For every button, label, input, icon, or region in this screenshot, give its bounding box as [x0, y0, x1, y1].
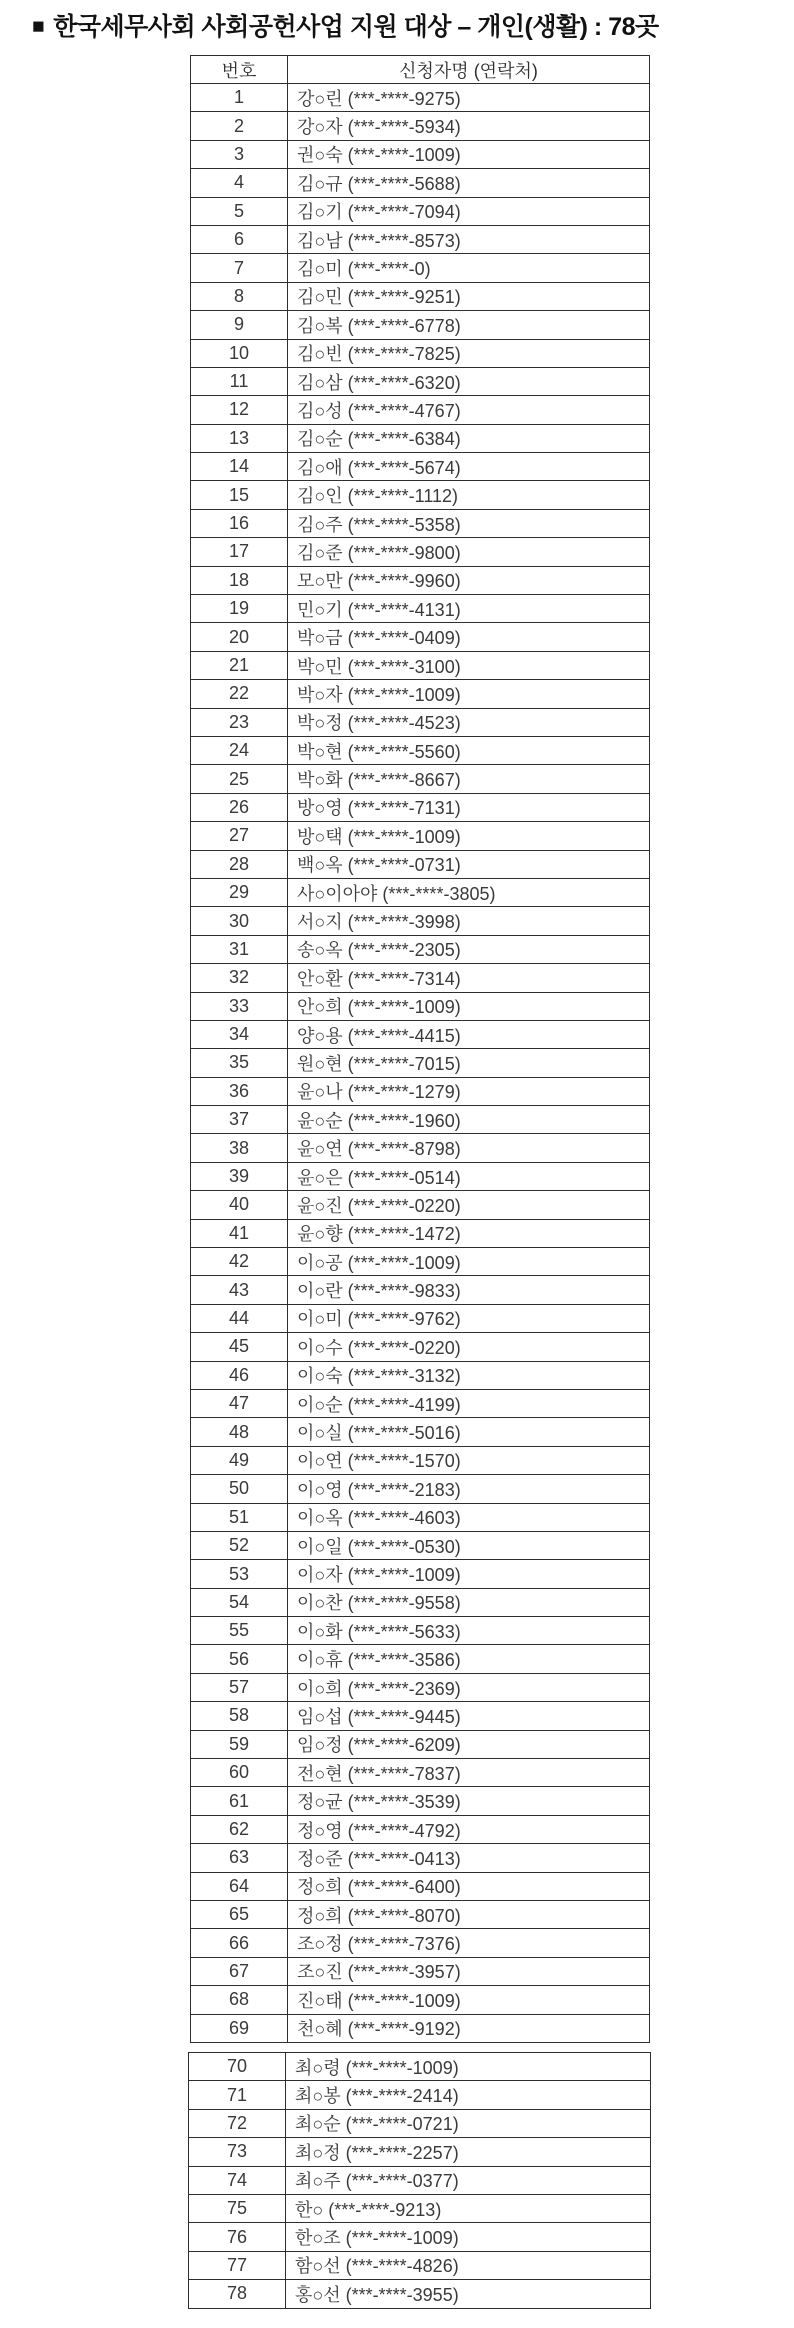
- table-header-row: [191, 56, 650, 84]
- row-number-cell: 48: [191, 1418, 288, 1446]
- table-row: [189, 2194, 651, 2222]
- row-number-cell: 42: [191, 1248, 288, 1276]
- table-row: [191, 481, 650, 509]
- table-row: [191, 1503, 650, 1531]
- table-row: [191, 1560, 650, 1588]
- table-row: [191, 935, 650, 963]
- row-number-cell: 23: [191, 708, 288, 736]
- table-row: [191, 765, 650, 793]
- table-row: [191, 1134, 650, 1162]
- applicant-name-contact-cell: 김○기 (***-****-7094): [288, 197, 650, 225]
- table-row: [191, 197, 650, 225]
- page-title-text: 한국세무사회 사회공헌사업 지원 대상 – 개인(생활) : 78곳: [53, 13, 659, 41]
- table-row: [191, 1872, 650, 1900]
- applicant-name-contact-cell: 이○일 (***-****-0530): [288, 1531, 650, 1559]
- applicant-name-contact-cell: 권○숙 (***-****-1009): [288, 140, 650, 168]
- row-number-cell: 14: [191, 453, 288, 481]
- applicant-name-contact-cell: 박○금 (***-****-0409): [288, 623, 650, 651]
- row-number-cell: 71: [189, 2081, 286, 2109]
- applicant-name-contact-cell: 김○순 (***-****-6384): [288, 424, 650, 452]
- table-row: [191, 140, 650, 168]
- row-number-cell: 25: [191, 765, 288, 793]
- table-row: [191, 254, 650, 282]
- applicant-name-contact-cell: 김○인 (***-****-1112): [288, 481, 650, 509]
- row-number-cell: 20: [191, 623, 288, 651]
- table-row: [191, 538, 650, 566]
- row-number-cell: 44: [191, 1304, 288, 1332]
- applicant-name-contact-cell: 조○진 (***-****-3957): [288, 1957, 650, 1985]
- table-row: [191, 566, 650, 594]
- applicant-name-contact-cell: 천○혜 (***-****-9192): [288, 2014, 650, 2042]
- applicant-name-contact-cell: 이○영 (***-****-2183): [288, 1475, 650, 1503]
- applicant-name-contact-cell: 한○조 (***-****-1009): [286, 2223, 651, 2251]
- applicant-name-contact-cell: 방○택 (***-****-1009): [288, 822, 650, 850]
- table-row: [191, 339, 650, 367]
- applicant-name-contact-cell: 강○자 (***-****-5934): [288, 112, 650, 140]
- table-row: [191, 1020, 650, 1048]
- applicant-name-contact-cell: 백○옥 (***-****-0731): [288, 850, 650, 878]
- table-row: [189, 2053, 651, 2081]
- row-number-cell: 16: [191, 509, 288, 537]
- row-number-cell: 34: [191, 1020, 288, 1048]
- row-number-cell: 22: [191, 680, 288, 708]
- applicant-name-contact-cell: 정○희 (***-****-8070): [288, 1901, 650, 1929]
- row-number-cell: 77: [189, 2251, 286, 2279]
- table-row: [191, 1219, 650, 1247]
- table-row: [191, 1162, 650, 1190]
- table-row: [191, 850, 650, 878]
- row-number-cell: 4: [191, 169, 288, 197]
- table-row: [191, 169, 650, 197]
- applicant-name-contact-cell: 김○민 (***-****-9251): [288, 282, 650, 310]
- applicant-name-contact-cell: 서○지 (***-****-3998): [288, 907, 650, 935]
- table-row: [191, 1191, 650, 1219]
- table-row: [191, 1702, 650, 1730]
- row-number-cell: 17: [191, 538, 288, 566]
- table-row: [191, 1957, 650, 1985]
- row-number-cell: 52: [191, 1531, 288, 1559]
- row-number-cell: 61: [191, 1787, 288, 1815]
- table-row: [191, 225, 650, 253]
- row-number-cell: 37: [191, 1106, 288, 1134]
- row-number-cell: 2: [191, 112, 288, 140]
- applicant-name-contact-cell: 전○현 (***-****-7837): [288, 1759, 650, 1787]
- row-number-cell: 31: [191, 935, 288, 963]
- table-row: [191, 793, 650, 821]
- row-number-cell: 67: [191, 1957, 288, 1985]
- row-number-cell: 76: [189, 2223, 286, 2251]
- applicant-name-contact-cell: 김○준 (***-****-9800): [288, 538, 650, 566]
- table-row: [191, 1986, 650, 2014]
- applicant-name-contact-cell: 최○주 (***-****-0377): [286, 2166, 651, 2194]
- applicant-name-contact-cell: 임○정 (***-****-6209): [288, 1730, 650, 1758]
- applicant-name-contact-cell: 이○미 (***-****-9762): [288, 1304, 650, 1332]
- row-number-cell: 60: [191, 1759, 288, 1787]
- table-row: [191, 964, 650, 992]
- applicant-name-contact-cell: 민○기 (***-****-4131): [288, 595, 650, 623]
- applicant-table-segment-2: [188, 2052, 651, 2309]
- applicant-name-contact-cell: 김○애 (***-****-5674): [288, 453, 650, 481]
- applicant-name-contact-cell: 이○화 (***-****-5633): [288, 1617, 650, 1645]
- row-number-cell: 28: [191, 850, 288, 878]
- row-number-cell: 75: [189, 2194, 286, 2222]
- applicant-name-contact-cell: 김○삼 (***-****-6320): [288, 367, 650, 395]
- row-number-cell: 38: [191, 1134, 288, 1162]
- applicant-name-contact-cell: 박○자 (***-****-1009): [288, 680, 650, 708]
- applicant-name-contact-cell: 안○희 (***-****-1009): [288, 992, 650, 1020]
- table-row: [191, 112, 650, 140]
- applicant-table-segment-1: [190, 55, 650, 2043]
- applicant-name-contact-cell: 임○섭 (***-****-9445): [288, 1702, 650, 1730]
- applicant-name-contact-cell: 이○실 (***-****-5016): [288, 1418, 650, 1446]
- row-number-cell: 59: [191, 1730, 288, 1758]
- table-row: [191, 1304, 650, 1332]
- row-number-cell: 39: [191, 1162, 288, 1190]
- table-row: [191, 367, 650, 395]
- applicant-name-contact-cell: 이○연 (***-****-1570): [288, 1446, 650, 1474]
- applicant-name-contact-cell: 원○현 (***-****-7015): [288, 1049, 650, 1077]
- row-number-cell: 47: [191, 1389, 288, 1417]
- row-number-cell: 70: [189, 2053, 286, 2081]
- applicant-name-contact-cell: 송○옥 (***-****-2305): [288, 935, 650, 963]
- table-row: [189, 2081, 651, 2109]
- applicant-name-contact-cell: 정○희 (***-****-6400): [288, 1872, 650, 1900]
- row-number-cell: 65: [191, 1901, 288, 1929]
- row-number-cell: 29: [191, 878, 288, 906]
- table-row: [191, 623, 650, 651]
- table-body-segment-2: [189, 2053, 651, 2309]
- row-number-cell: 18: [191, 566, 288, 594]
- applicant-name-contact-cell: 진○태 (***-****-1009): [288, 1986, 650, 2014]
- applicant-name-contact-cell: 윤○나 (***-****-1279): [288, 1077, 650, 1105]
- applicant-name-contact-cell: 김○복 (***-****-6778): [288, 311, 650, 339]
- table-row: [191, 1588, 650, 1616]
- table-row: [191, 708, 650, 736]
- row-number-cell: 8: [191, 282, 288, 310]
- applicant-name-contact-cell: 최○정 (***-****-2257): [286, 2138, 651, 2166]
- table-row: [191, 1929, 650, 1957]
- table-row: [191, 2014, 650, 2042]
- row-number-cell: 24: [191, 736, 288, 764]
- row-number-cell: 21: [191, 651, 288, 679]
- applicant-name-contact-cell: 이○공 (***-****-1009): [288, 1248, 650, 1276]
- applicant-name-contact-cell: 강○린 (***-****-9275): [288, 84, 650, 112]
- table-row: [191, 453, 650, 481]
- row-number-cell: 68: [191, 1986, 288, 2014]
- applicant-name-contact-cell: 이○숙 (***-****-3132): [288, 1361, 650, 1389]
- table-row: [191, 1531, 650, 1559]
- row-number-cell: 57: [191, 1673, 288, 1701]
- table-row: [191, 992, 650, 1020]
- row-number-cell: 27: [191, 822, 288, 850]
- table-row: [191, 1645, 650, 1673]
- applicant-name-contact-cell: 정○균 (***-****-3539): [288, 1787, 650, 1815]
- row-number-cell: 69: [191, 2014, 288, 2042]
- table-row: [189, 2109, 651, 2137]
- applicant-name-contact-cell: 이○자 (***-****-1009): [288, 1560, 650, 1588]
- column-header-no: 번호: [191, 56, 288, 84]
- table-row: [191, 736, 650, 764]
- row-number-cell: 5: [191, 197, 288, 225]
- applicant-name-contact-cell: 조○정 (***-****-7376): [288, 1929, 650, 1957]
- applicant-name-contact-cell: 한○ (***-****-9213): [286, 2194, 651, 2222]
- row-number-cell: 64: [191, 1872, 288, 1900]
- applicant-name-contact-cell: 김○빈 (***-****-7825): [288, 339, 650, 367]
- applicant-name-contact-cell: 모○만 (***-****-9960): [288, 566, 650, 594]
- row-number-cell: 9: [191, 311, 288, 339]
- row-number-cell: 78: [189, 2280, 286, 2308]
- table-row: [191, 396, 650, 424]
- applicant-name-contact-cell: 박○현 (***-****-5560): [288, 736, 650, 764]
- row-number-cell: 36: [191, 1077, 288, 1105]
- applicant-name-contact-cell: 정○준 (***-****-0413): [288, 1844, 650, 1872]
- row-number-cell: 13: [191, 424, 288, 452]
- applicant-name-contact-cell: 최○봉 (***-****-2414): [286, 2081, 651, 2109]
- table-row: [189, 2138, 651, 2166]
- row-number-cell: 19: [191, 595, 288, 623]
- table-row: [191, 907, 650, 935]
- row-number-cell: 72: [189, 2109, 286, 2137]
- table-row: [191, 1901, 650, 1929]
- table-row: [191, 1333, 650, 1361]
- table-row: [191, 822, 650, 850]
- table-row: [189, 2223, 651, 2251]
- table-row: [189, 2166, 651, 2194]
- row-number-cell: 46: [191, 1361, 288, 1389]
- table-row: [189, 2251, 651, 2279]
- row-number-cell: 6: [191, 225, 288, 253]
- row-number-cell: 50: [191, 1475, 288, 1503]
- applicant-name-contact-cell: 윤○연 (***-****-8798): [288, 1134, 650, 1162]
- row-number-cell: 12: [191, 396, 288, 424]
- row-number-cell: 3: [191, 140, 288, 168]
- applicant-name-contact-cell: 이○순 (***-****-4199): [288, 1389, 650, 1417]
- table-row: [191, 1475, 650, 1503]
- row-number-cell: 56: [191, 1645, 288, 1673]
- table-row: [191, 1446, 650, 1474]
- row-number-cell: 43: [191, 1276, 288, 1304]
- row-number-cell: 26: [191, 793, 288, 821]
- table-row: [191, 1418, 650, 1446]
- row-number-cell: 7: [191, 254, 288, 282]
- row-number-cell: 10: [191, 339, 288, 367]
- row-number-cell: 32: [191, 964, 288, 992]
- applicant-name-contact-cell: 박○화 (***-****-8667): [288, 765, 650, 793]
- table-row: [191, 84, 650, 112]
- table-row: [191, 878, 650, 906]
- row-number-cell: 54: [191, 1588, 288, 1616]
- applicant-name-contact-cell: 이○수 (***-****-0220): [288, 1333, 650, 1361]
- row-number-cell: 11: [191, 367, 288, 395]
- applicant-name-contact-cell: 김○규 (***-****-5688): [288, 169, 650, 197]
- table-row: [191, 1759, 650, 1787]
- table-row: [191, 1248, 650, 1276]
- row-number-cell: 73: [189, 2138, 286, 2166]
- row-number-cell: 55: [191, 1617, 288, 1645]
- applicant-name-contact-cell: 이○희 (***-****-2369): [288, 1673, 650, 1701]
- applicant-name-contact-cell: 홍○선 (***-****-3955): [286, 2280, 651, 2308]
- table-row: [191, 1730, 650, 1758]
- applicant-name-contact-cell: 방○영 (***-****-7131): [288, 793, 650, 821]
- row-number-cell: 41: [191, 1219, 288, 1247]
- table-row: [191, 1361, 650, 1389]
- table-row: [191, 1787, 650, 1815]
- table-row: [191, 595, 650, 623]
- applicant-name-contact-cell: 김○미 (***-****-0): [288, 254, 650, 282]
- table-row: [191, 311, 650, 339]
- row-number-cell: 45: [191, 1333, 288, 1361]
- applicant-name-contact-cell: 최○순 (***-****-0721): [286, 2109, 651, 2137]
- row-number-cell: 35: [191, 1049, 288, 1077]
- applicant-name-contact-cell: 정○영 (***-****-4792): [288, 1815, 650, 1843]
- table-row: [191, 680, 650, 708]
- title-bullet-icon: ■: [32, 15, 45, 38]
- applicant-name-contact-cell: 양○용 (***-****-4415): [288, 1020, 650, 1048]
- row-number-cell: 58: [191, 1702, 288, 1730]
- row-number-cell: 51: [191, 1503, 288, 1531]
- applicant-name-contact-cell: 김○주 (***-****-5358): [288, 509, 650, 537]
- applicant-name-contact-cell: 이○휴 (***-****-3586): [288, 1645, 650, 1673]
- page-title: [32, 7, 659, 43]
- row-number-cell: 63: [191, 1844, 288, 1872]
- table-row: [191, 1673, 650, 1701]
- applicant-name-contact-cell: 함○선 (***-****-4826): [286, 2251, 651, 2279]
- applicant-name-contact-cell: 윤○순 (***-****-1960): [288, 1106, 650, 1134]
- applicant-name-contact-cell: 윤○진 (***-****-0220): [288, 1191, 650, 1219]
- row-number-cell: 30: [191, 907, 288, 935]
- table-row: [191, 1077, 650, 1105]
- row-number-cell: 1: [191, 84, 288, 112]
- row-number-cell: 74: [189, 2166, 286, 2194]
- applicant-name-contact-cell: 윤○은 (***-****-0514): [288, 1162, 650, 1190]
- applicant-name-contact-cell: 사○이아야 (***-****-3805): [288, 878, 650, 906]
- table-row: [191, 651, 650, 679]
- row-number-cell: 49: [191, 1446, 288, 1474]
- table-row: [191, 1617, 650, 1645]
- row-number-cell: 15: [191, 481, 288, 509]
- applicant-name-contact-cell: 박○민 (***-****-3100): [288, 651, 650, 679]
- applicant-name-contact-cell: 김○성 (***-****-4767): [288, 396, 650, 424]
- row-number-cell: 66: [191, 1929, 288, 1957]
- table-row: [191, 1276, 650, 1304]
- table-row: [191, 424, 650, 452]
- applicant-name-contact-cell: 이○옥 (***-****-4603): [288, 1503, 650, 1531]
- table-row: [191, 1049, 650, 1077]
- row-number-cell: 33: [191, 992, 288, 1020]
- applicant-name-contact-cell: 김○남 (***-****-8573): [288, 225, 650, 253]
- table-row: [191, 1844, 650, 1872]
- row-number-cell: 53: [191, 1560, 288, 1588]
- applicant-name-contact-cell: 박○정 (***-****-4523): [288, 708, 650, 736]
- table-row: [191, 1815, 650, 1843]
- table-row: [191, 1106, 650, 1134]
- applicant-name-contact-cell: 안○환 (***-****-7314): [288, 964, 650, 992]
- column-header-applicant: 신청자명 (연락처): [288, 56, 650, 84]
- row-number-cell: 62: [191, 1815, 288, 1843]
- table-body-segment-1: [191, 84, 650, 2043]
- applicant-name-contact-cell: 이○란 (***-****-9833): [288, 1276, 650, 1304]
- row-number-cell: 40: [191, 1191, 288, 1219]
- table-row: [191, 1389, 650, 1417]
- applicant-name-contact-cell: 윤○향 (***-****-1472): [288, 1219, 650, 1247]
- applicant-name-contact-cell: 최○령 (***-****-1009): [286, 2053, 651, 2081]
- table-row: [191, 509, 650, 537]
- table-row: [189, 2280, 651, 2308]
- applicant-name-contact-cell: 이○찬 (***-****-9558): [288, 1588, 650, 1616]
- table-row: [191, 282, 650, 310]
